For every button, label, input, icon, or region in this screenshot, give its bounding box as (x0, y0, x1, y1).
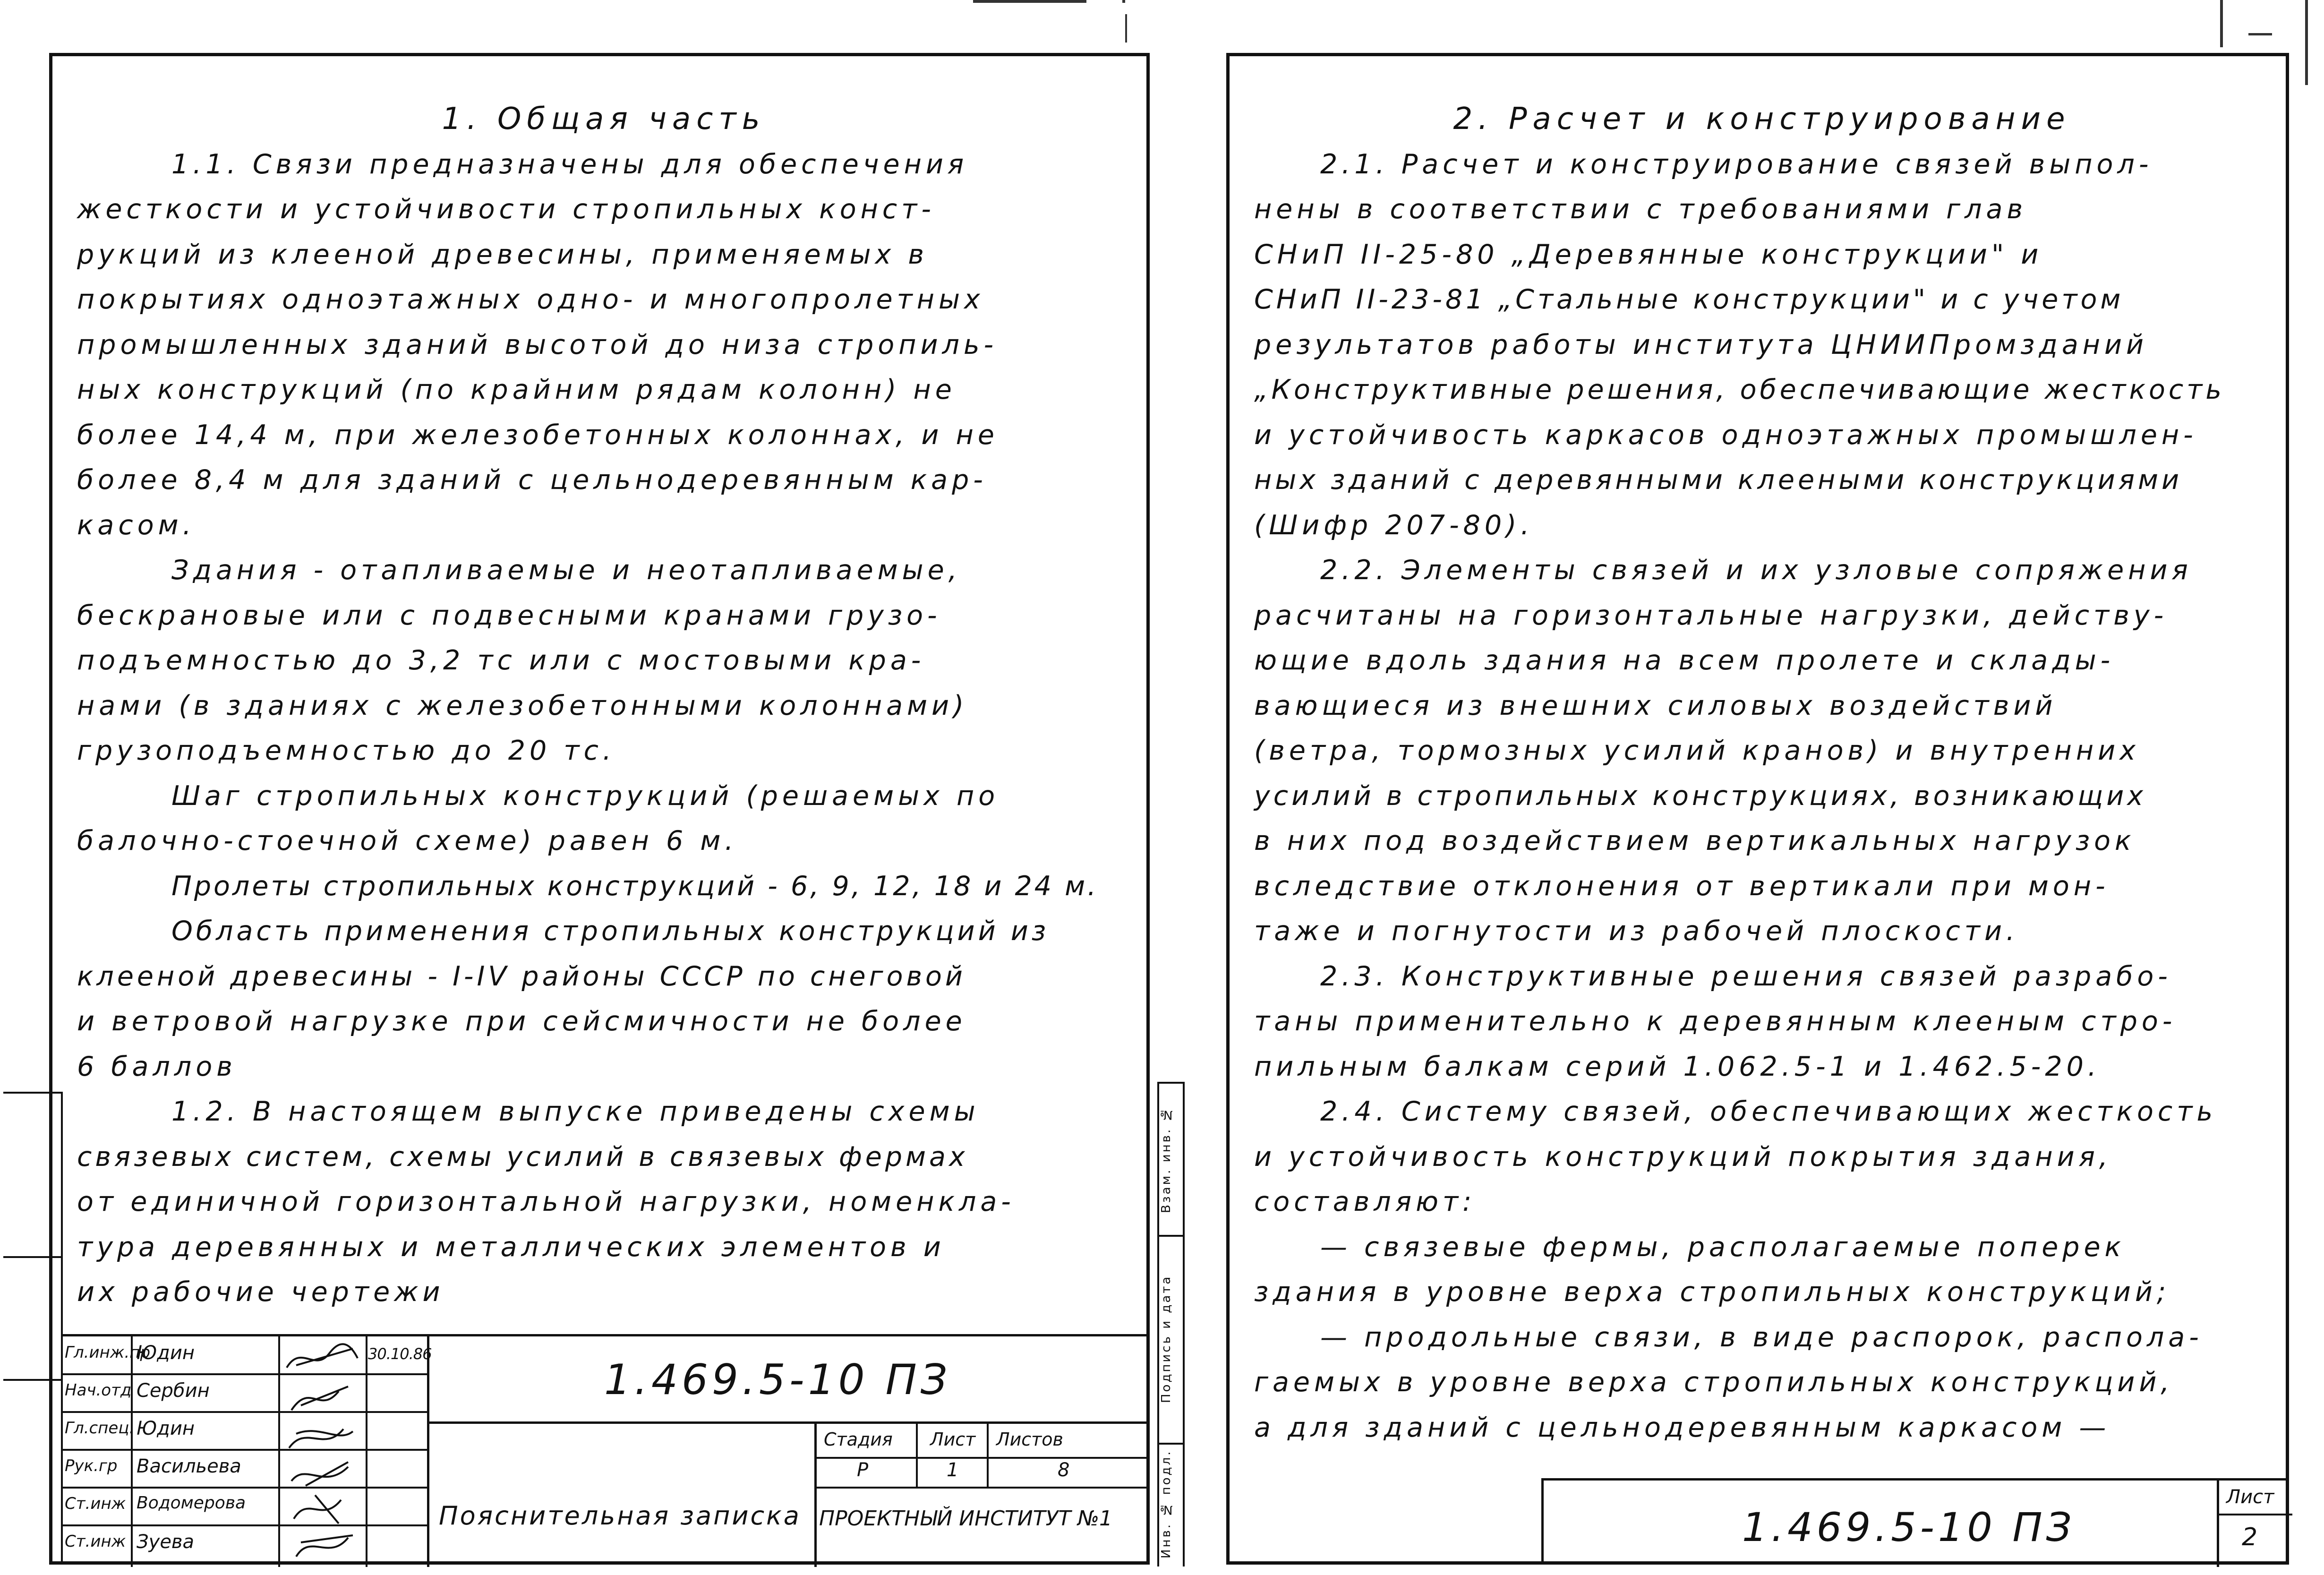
text-line: пильным балкам серий 1.062.5-1 и 1.462.5-20. (1254, 1051, 2101, 1082)
name-1: Юдин (137, 1342, 195, 1364)
text-line: таны применительно к деревянным клееным стро- (1254, 1006, 2177, 1037)
role-2: Нач.отд (65, 1381, 132, 1400)
role-1: Гл.инж.пр (65, 1343, 151, 1362)
text-line: клееной древесины - I-IV районы СССР по снеговой (77, 960, 966, 992)
text-line: 2.1. Расчет и конструирование связей выпол- (1320, 148, 2153, 180)
text-line: усилий в стропильных конструкциях, возникающих (1254, 780, 2146, 812)
sheet-header: Лист (930, 1429, 976, 1450)
text-line: более 8,4 м для зданий с цельнодеревянным кар- (77, 464, 987, 496)
text-line: 2.2. Элементы связей и их узловые сопряжения (1320, 555, 2192, 586)
text-line: 1.2. В настоящем выпуске приведены схемы (171, 1096, 980, 1127)
doc-code: 1.469.5-10 ПЗ (604, 1355, 951, 1404)
text-line: касом. (77, 509, 196, 541)
sheet-value: 1 (947, 1459, 959, 1481)
stamp-sheet-header: Лист (2226, 1486, 2274, 1508)
text-line: их рабочие чертежи (77, 1276, 444, 1308)
text-line: а для зданий с цельнодеревянным каркасом — (1254, 1412, 2110, 1443)
scan-mark (2248, 33, 2272, 35)
text-line: Пролеты стропильных конструкций - 6, 9, 12, 18 и 24 м. (171, 870, 1099, 902)
stamp-sheet-value: 2 (2242, 1523, 2258, 1551)
scan-mark (973, 0, 1086, 3)
text-line: промышленных зданий высотой до низа стропиль- (77, 329, 998, 360)
scan-mark (1125, 14, 1127, 43)
text-line: — связевые фермы, располагаемые поперек (1320, 1231, 2125, 1263)
text-line: 2.4. Систему связей, обеспечивающих жесткость (1320, 1096, 2217, 1127)
page-1-text (77, 97, 1130, 1315)
text-line: в них под воздействием вертикальных нагрузок (1254, 825, 2136, 856)
text-line: тура деревянных и металлических элементов и (77, 1231, 945, 1263)
text-line: ющие вдоль здания на всем пролете и склады- (1254, 645, 2115, 676)
text-line: 6 баллов (77, 1051, 237, 1082)
text-line: покрытиях одноэтажных одно- и многопролетных (77, 284, 984, 315)
binding-line (3, 1092, 63, 1094)
organization: ПРОЕКТНЫЙ ИНСТИТУТ №1 (819, 1507, 1112, 1531)
doc-title: Пояснительная записка (439, 1501, 801, 1531)
text-line: „Конструктивные решения, обеспечивающие жесткость (1254, 374, 2225, 405)
sheets-value: 8 (1058, 1459, 1070, 1481)
side-label-replace: Взам. инв. № (1159, 1105, 1173, 1213)
name-6: Зуева (137, 1531, 195, 1553)
scan-mark (1122, 0, 1125, 3)
text-line: нены в соответствии с требованиями глав (1254, 194, 2027, 225)
text-line: бескрановые или с подвесными кранами грузо- (77, 599, 941, 631)
role-6: Ст.инж (65, 1532, 126, 1551)
text-line: балочно-стоечной схеме) равен 6 м. (77, 825, 738, 856)
sheet-page-1 (49, 53, 1150, 1565)
text-line: СНиП II-25-80 „Деревянные конструкции" и (1254, 239, 2043, 270)
text-line: жесткости и устойчивости стропильных конст- (77, 194, 935, 225)
text-line: Шаг стропильных конструкций (решаемых по (171, 780, 1000, 812)
text-line: ных конструкций (по крайним рядам колонн) не (77, 374, 956, 405)
name-2: Сербин (137, 1380, 210, 1402)
stage-value: Р (857, 1459, 869, 1481)
text-line: вследствие отклонения от вертикали при мон- (1254, 870, 2110, 902)
binding-line (3, 1379, 63, 1381)
name-5: Водомерова (137, 1493, 246, 1513)
stage-header: Стадия (824, 1429, 893, 1450)
text-line: вающиеся из внешних силовых воздействий (1254, 690, 2057, 721)
text-line: 2.3. Конструктивные решения связей разрабо- (1320, 960, 2172, 992)
date: 30.10.86 (368, 1345, 432, 1363)
text-line: подъемностью до 3,2 тс или с мостовыми кра- (77, 645, 925, 676)
text-line: Здания - отапливаемые и неотапливаемые, (171, 555, 961, 586)
scan-mark (2305, 0, 2308, 85)
signatures (282, 1339, 362, 1564)
text-line: грузоподъемностью до 20 тс. (77, 735, 616, 766)
text-line: и ветровой нагрузке при сейсмичности не более (77, 1006, 966, 1037)
section-heading: 2. Расчет и конструирование (1453, 102, 2071, 137)
text-line: составляют: (1254, 1186, 1476, 1217)
section-heading: 1. Общая часть (442, 102, 766, 137)
text-line: — продольные связи, в виде распорок, распола- (1320, 1321, 2203, 1353)
side-stamp-column (1157, 1082, 1185, 1566)
text-line: здания в уровне верха стропильных конструкций; (1254, 1276, 2170, 1308)
role-4: Рук.гр (65, 1456, 118, 1475)
name-3: Юдин (137, 1418, 195, 1439)
sheet-stamp (1541, 1478, 2289, 1565)
sheet-page-2 (1226, 53, 2289, 1565)
role-5: Ст.инж (65, 1494, 126, 1513)
text-line: Область применения стропильных конструкций из (171, 916, 1050, 947)
scan-mark (2220, 0, 2223, 47)
binding-line (3, 1256, 63, 1258)
side-label-signature: Подпись и дата (1159, 1275, 1173, 1403)
side-label-inv: Инв. № подл. (1159, 1449, 1173, 1559)
text-line: (ветра, тормозных усилий кранов) и внутренних (1254, 735, 2140, 766)
text-line: рукций из клееной древесины, применяемых в (77, 239, 928, 270)
text-line: и устойчивость конструкций покрытия здания, (1254, 1141, 2112, 1173)
text-line: связевых систем, схемы усилий в связевых фермах (77, 1141, 968, 1173)
text-line: расчитаны на горизонтальные нагрузки, действу- (1254, 599, 2168, 631)
text-line: и устойчивость каркасов одноэтажных промышлен- (1254, 419, 2197, 451)
sheets-header: Листов (996, 1429, 1063, 1450)
page-2-text (1254, 97, 2270, 1450)
stamp-doc-code: 1.469.5-10 ПЗ (1742, 1504, 2076, 1550)
title-block (61, 1334, 1147, 1567)
text-line: более 14,4 м, при железобетонных колоннах, и не (77, 419, 999, 451)
text-line: СНиП II-23-81 „Стальные конструкции" и с учетом (1254, 284, 2124, 315)
name-4: Васильева (137, 1455, 241, 1477)
text-line: результатов работы института ЦНИИПромзданий (1254, 329, 2148, 360)
text-line: (Шифр 207-80). (1254, 509, 1534, 541)
text-line: от единичной горизонтальной нагрузки, номенкла- (77, 1186, 1015, 1217)
text-line: 1.1. Связи предназначены для обеспечения (171, 148, 968, 180)
text-line: таже и погнутости из рабочей плоскости. (1254, 916, 2019, 947)
role-3: Гл.спец. (65, 1419, 135, 1438)
text-line: нами (в зданиях с железобетонными колоннами) (77, 690, 968, 721)
text-line: ных зданий с деревянными клееными конструкциями (1254, 464, 2183, 496)
text-line: гаемых в уровне верха стропильных конструкций, (1254, 1367, 2174, 1398)
